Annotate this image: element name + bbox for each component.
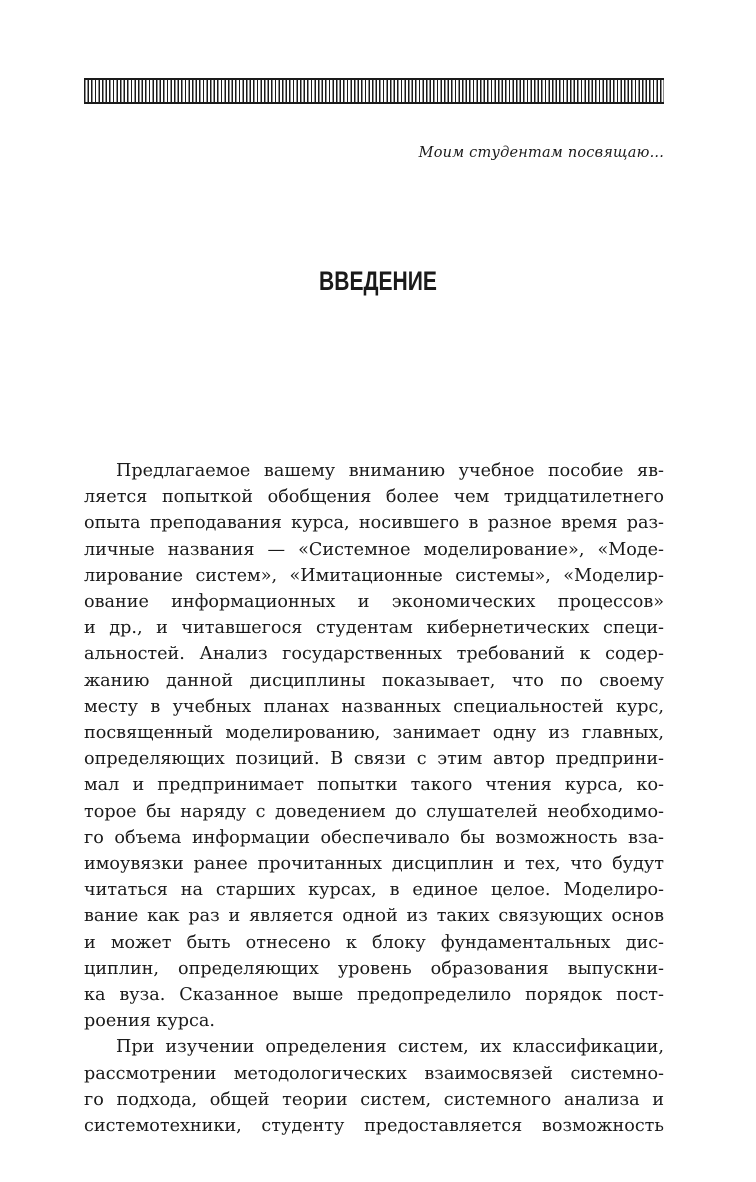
text-line: месту в учебных планах названных специальностей курс, — [84, 696, 664, 717]
page-title: ВВЕДЕНИЕ — [319, 266, 437, 296]
text-line: ование информационных и экономических процессов» — [84, 592, 664, 613]
text-line: читаться на старших курсах, в единое целое. Моделиро- — [84, 880, 664, 901]
text-line: личные названия — «Системное моделирование», «Моде- — [84, 539, 664, 560]
header-rule — [84, 78, 664, 104]
text-line: го подхода, общей теории систем, системного анализа и — [84, 1089, 664, 1110]
text-line: посвященный моделированию, занимает одну из главных, — [84, 723, 664, 744]
text-line: го объема информации обеспечивало бы возможность вза- — [84, 827, 664, 848]
text-line: торое бы наряду с доведением до слушателей необходимо- — [84, 801, 664, 822]
text-line: ка вуза. Сказанное выше предопределило порядок пост- — [84, 985, 664, 1006]
text-line: При изучении определения систем, их классификации, — [116, 1037, 664, 1058]
text-line: вание как раз и является одной из таких связующих основ — [84, 906, 664, 927]
text-line: роения курса. — [84, 1011, 215, 1032]
text-line: опыта преподавания курса, носившего в разное время раз- — [84, 513, 664, 534]
text-line: имоувязки ранее прочитанных дисциплин и тех, что будут — [84, 854, 664, 875]
text-line: лирование систем», «Имитационные системы», «Моделир- — [84, 565, 664, 586]
text-line: альностей. Анализ государственных требований к содер- — [84, 644, 664, 665]
text-line: и может быть отнесено к блоку фундаментальных дис- — [84, 932, 664, 953]
body-text — [84, 458, 664, 1139]
text-line: определяющих позиций. В связи с этим автор предприни- — [84, 749, 664, 770]
text-line: системотехники, студенту предоставляется возможность — [84, 1116, 664, 1137]
text-line: жанию данной дисциплины показывает, что по своему — [84, 670, 664, 691]
text-line: циплин, определяющих уровень образования выпускни- — [84, 958, 664, 979]
dedication: Моим студентам посвящаю... — [418, 145, 664, 161]
text-line: рассмотрении методологических взаимосвязей системно- — [84, 1063, 664, 1084]
text-line: мал и предпринимает попытки такого чтения курса, ко- — [84, 775, 664, 796]
text-line: Предлагаемое вашему вниманию учебное пособие яв- — [116, 461, 664, 481]
text-line: и др., и читавшегося студентам кибернетических специ- — [84, 618, 664, 639]
text-line: ляется попыткой обобщения более чем тридцатилетнего — [84, 487, 664, 508]
